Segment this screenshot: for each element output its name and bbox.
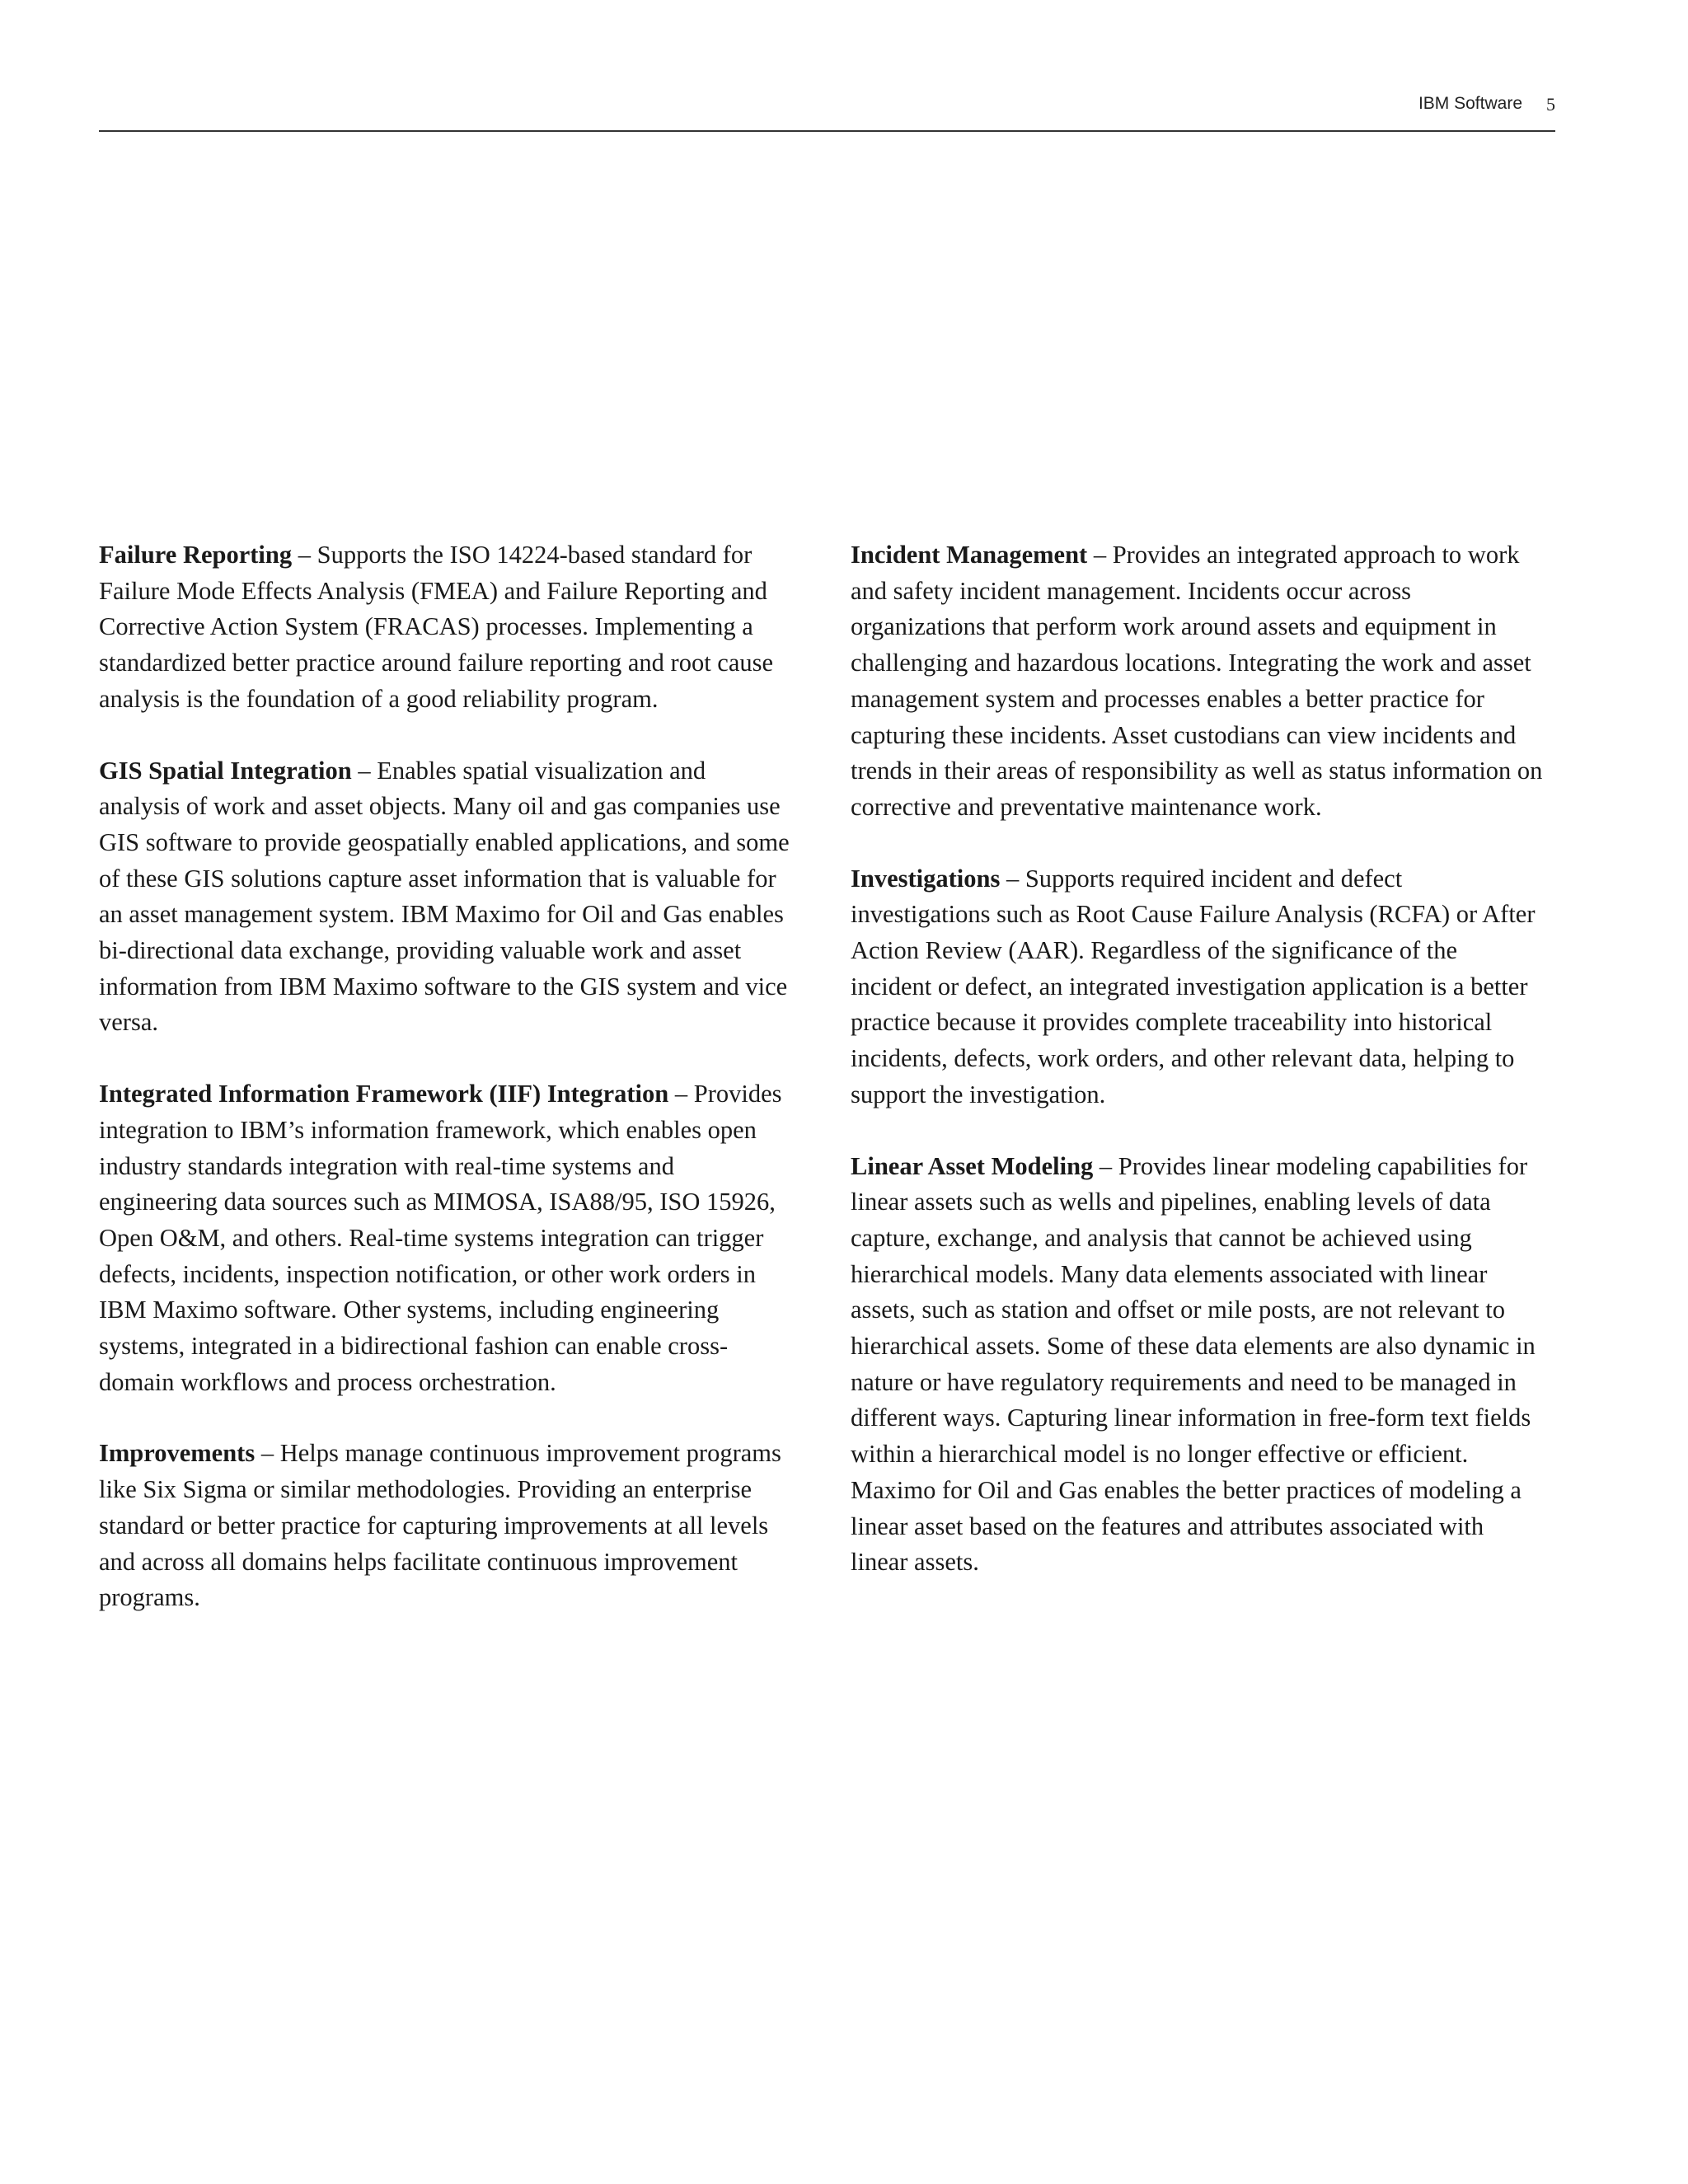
paragraph-iif-integration xyxy=(99,1076,791,1400)
term-heading: GIS Spatial Integration xyxy=(99,756,352,785)
paragraph-body: – Supports required incident and defect investigations such as Root Cause Failure Analysis (RCFA) or After Action Review (AAR). Regardless of the significance of the incident or defect, an integrated investigation application is a better practice because it provides complete traceability into historical incidents, defects, work orders, and other relevant data, helping to support the investigation. xyxy=(851,864,1536,1108)
term-heading: Investigations xyxy=(851,864,1001,893)
paragraph-improvements xyxy=(99,1436,791,1616)
paragraph-gis-spatial-integration xyxy=(99,753,791,1042)
page-header xyxy=(99,89,1555,132)
paragraph-body: – Provides integration to IBM’s information framework, which enables open industry standards integration with real-time systems and engineering data sources such as MIMOSA, ISA88/95, ISO 15926, Open O&M, and others. Real-time systems integration can trigger defects, incidents, inspection notification, or other work orders in IBM Maximo software. Other systems, including engineering systems, integrated in a bidirectional fashion can enable cross-domain workflows and process orchestration. xyxy=(99,1080,782,1396)
paragraph-incident-management xyxy=(851,537,1543,826)
paragraph-body: – Supports the ISO 14224-based standard for Failure Mode Effects Analysis (FMEA) and Failure Reporting and Corrective Action System (FRACAS) processes. Implementing a standardized better practice around failure reporting and root cause analysis is the foundation of a good reliability program. xyxy=(99,541,774,713)
paragraph-failure-reporting xyxy=(99,537,791,718)
paragraph-body: – Helps manage continuous improvement programs like Six Sigma or similar methodologies. Providing an enterprise standard or better practice for capturing improvements at all levels and across all domains helps facilitate continuous improvement programs. xyxy=(99,1439,781,1612)
left-column xyxy=(99,537,791,1652)
paragraph-investigations xyxy=(851,861,1543,1113)
paragraph-body: – Provides linear modeling capabilities for linear assets such as wells and pipelines, enabling levels of data capture, exchange, and analysis that cannot be achieved using hierarchical models. Many data elements associated with linear assets, such as station and offset or mile posts, are not relevant to hierarchical assets. Some of these data elements are also dynamic in nature or have regulatory requirements and need to be managed in different ways. Capturing linear information in free-form text fields within a hierarchical model is no longer effective or efficient. Maximo for Oil and Gas enables the better practices of modeling a linear asset based on the features and attributes associated with linear assets. xyxy=(851,1151,1536,1577)
term-heading: Failure Reporting xyxy=(99,541,293,569)
paragraph-body: – Enables spatial visualization and analysis of work and asset objects. Many oil and gas companies use GIS software to provide geospatially enabled applications, and some of these GIS solutions capture asset information that is valuable for an asset management system. IBM Maximo for Oil and Gas enables bi-directional data exchange, providing valuable work and asset information from IBM Maximo software to the GIS system and vice versa. xyxy=(99,756,790,1037)
term-heading: Linear Asset Modeling xyxy=(851,1151,1094,1180)
term-heading: Integrated Information Framework (IIF) Integration xyxy=(99,1080,669,1108)
term-heading: Incident Management xyxy=(851,541,1088,569)
paragraph-body: – Provides an integrated approach to work and safety incident management. Incidents occur across organizations that perform work around assets and equipment in challenging and hazardous locations. Integrating the work and asset management system and processes enables a better practice for capturing these incidents. Asset custodians can view incidents and trends in their areas of responsibility as well as status information on corrective and preventative maintenance work. xyxy=(851,541,1543,821)
page-number: 5 xyxy=(1546,94,1555,115)
term-heading: Improvements xyxy=(99,1439,256,1468)
header-brand: IBM Software xyxy=(1418,94,1522,113)
right-column xyxy=(851,537,1543,1616)
paragraph-linear-asset-modeling xyxy=(851,1149,1543,1581)
